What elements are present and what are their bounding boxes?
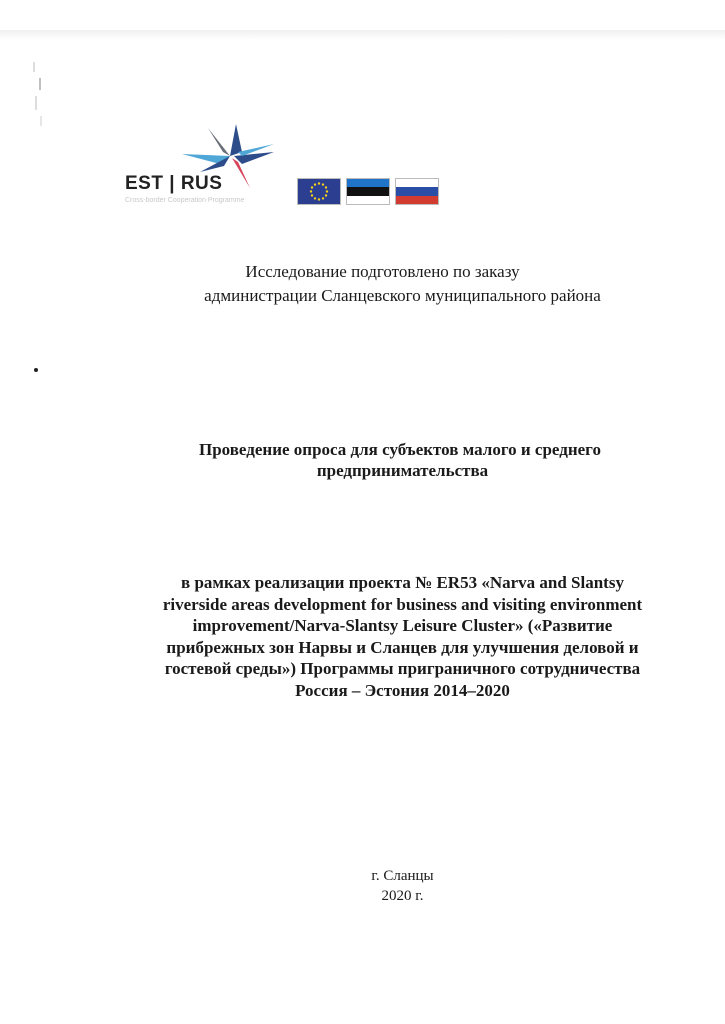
intro-line: Исследование подготовлено по заказу [245, 262, 520, 281]
eu-flag-icon [297, 178, 341, 205]
project-description [0, 572, 725, 701]
russia-flag-icon [395, 178, 439, 205]
logo-subtitle: Cross-border Cooperation Programme [125, 197, 245, 204]
estonia-flag-icon [346, 178, 390, 205]
project-line: Россия – Эстония 2014–2020 [295, 680, 510, 700]
flag-row [297, 178, 439, 205]
document-title [0, 439, 725, 481]
project-line: riverside areas development for business and visiting environment [162, 594, 643, 614]
footer-city: г. Сланцы [371, 868, 434, 884]
footer-year: 2020 г. [381, 888, 424, 904]
logo-text: EST | RUS [125, 173, 223, 194]
project-line: прибрежных зон Нарвы и Сланцев для улучшения деловой и [166, 637, 639, 657]
project-line: гостевой среды») Программы приграничного сотрудничества [164, 659, 641, 678]
project-line: improvement/Narva-Slantsy Leisure Cluster» («Развитие [192, 616, 613, 635]
scan-edge-shadow [0, 30, 725, 40]
document-footer [0, 866, 725, 906]
project-line: в рамках реализации проекта № ER53 «Narva and Slantsy [181, 573, 624, 592]
scan-dot [34, 368, 38, 372]
intro-line: администрации Сланцевского муниципального района [204, 286, 601, 305]
intro-text [0, 260, 725, 308]
title-line: предпринимательства [316, 461, 489, 480]
scan-artifact [30, 60, 46, 130]
title-line: Проведение опроса для субъектов малого и среднего [199, 440, 601, 459]
